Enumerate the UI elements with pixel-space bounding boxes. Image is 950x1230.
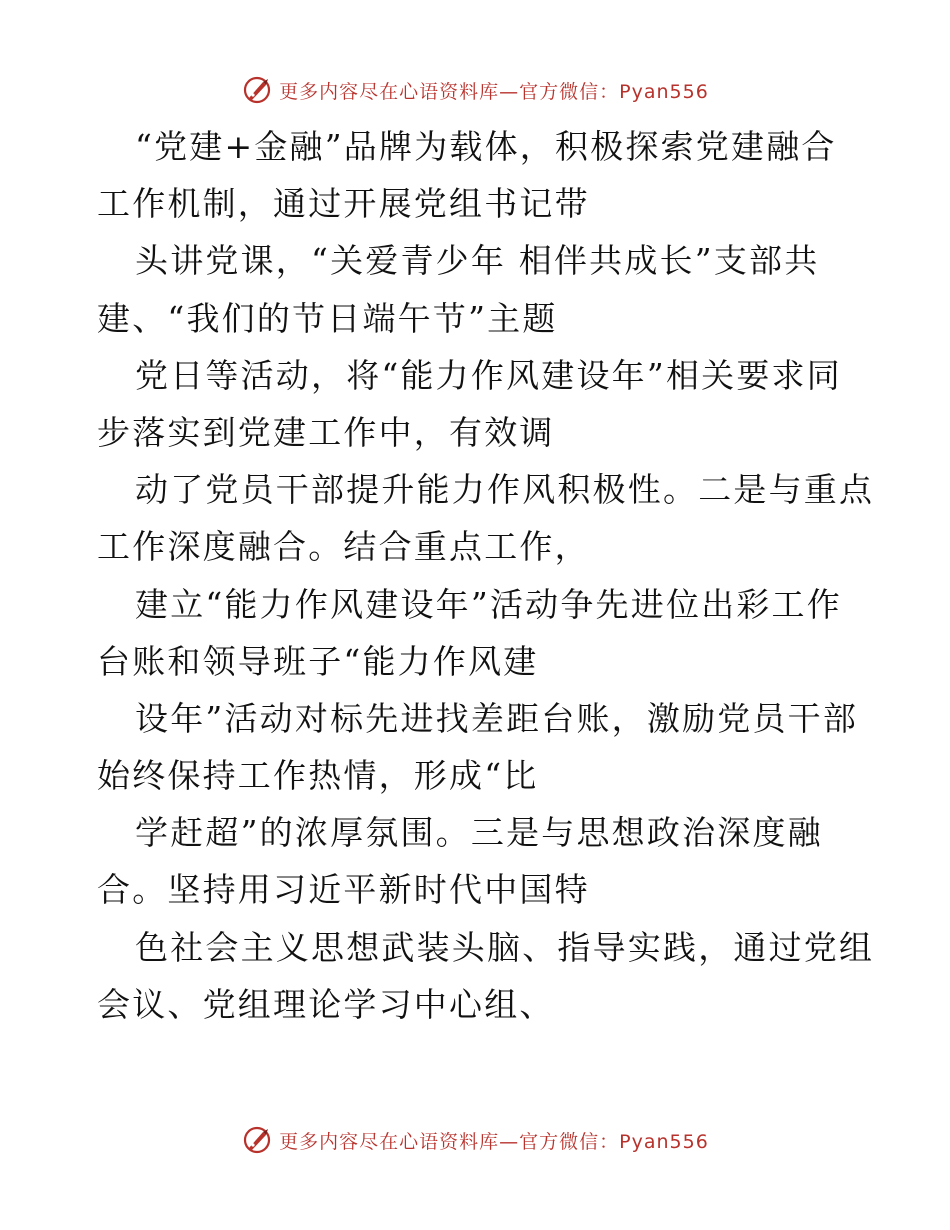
document-body: [97, 118, 875, 1033]
text-line: 设年”活动对标先进找差距台账，激励党员干部: [135, 698, 859, 738]
text-line: 学赶超”的浓厚氛围。三是与思想政治深度融: [135, 813, 823, 853]
text-line: 动了党员干部提升能力作风积极性。二是与重点: [135, 470, 875, 510]
watermark-text: 更多内容尽在心语资料库—官方微信：Pyan556: [279, 1130, 709, 1153]
text-line: 工作机制，通过开展党组书记带: [97, 184, 590, 224]
text-line: 党日等活动，将“能力作风建设年”相关要求同: [135, 355, 842, 395]
watermark-wechat-id: Pyan556: [619, 80, 709, 103]
text-line: 建、“我们的节日端午节”主题: [97, 298, 558, 338]
watermark-wechat-id: Pyan556: [619, 1130, 709, 1153]
text-line: 工作深度融合。结合重点工作，: [97, 527, 590, 567]
watermark-text: 更多内容尽在心语资料库—官方微信：Pyan556: [279, 80, 709, 103]
header-watermark: [0, 70, 950, 110]
text-line: 头讲党课，“关爱青少年 相伴共成长”支部共: [135, 241, 820, 281]
quill-pen-logo-icon: [241, 74, 273, 106]
quill-pen-logo-icon: [241, 1124, 273, 1156]
text-line: 合。坚持用习近平新时代中国特: [97, 870, 590, 910]
text-line: 台账和领导班子“能力作风建: [97, 641, 539, 681]
text-line: 始终保持工作热情，形成“比: [97, 756, 539, 796]
text-line: 建立“能力作风建设年”活动争先进位出彩工作: [135, 584, 842, 624]
text-line: 步落实到党建工作中，有效调: [97, 412, 555, 452]
text-line: “党建+金融”品牌为载体，积极探索党建融合: [135, 127, 837, 166]
footer-watermark: [0, 1120, 950, 1160]
text-line: 色社会主义思想武装头脑、指导实践，通过党组: [135, 927, 875, 967]
text-line: 会议、党组理论学习中心组、: [97, 984, 555, 1024]
